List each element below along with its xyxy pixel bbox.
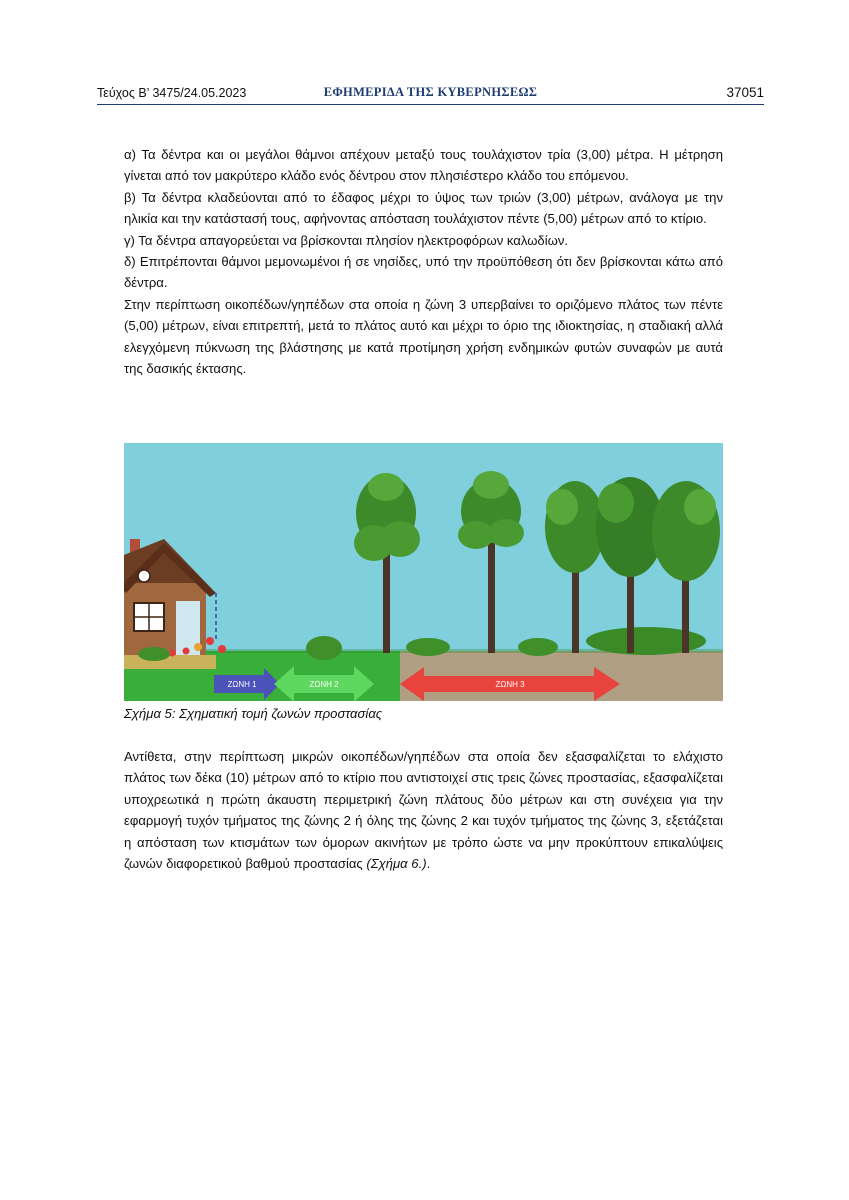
paragraph-d: δ) Επιτρέπονται θάμνοι μεμονωμένοι ή σε νησίδες, υπό την προϋπόθεση ότι δεν βρίσκονται κάτω από δέντρα.	[124, 254, 723, 291]
paragraph-a: α) Τα δέντρα και οι μεγάλοι θάμνοι απέχουν μεταξύ τους τουλάχιστον τρία (3,00) μέτρα. Η μέτρηση γίνεται από τον μακρύτερο κλάδο ενός δέντρου στον πλησιέστερο κλάδο του επόμενου.	[124, 147, 723, 184]
paragraph-small-plots-text: Αντίθετα, στην περίπτωση μικρών οικοπέδων/γηπέδων στα οποία δεν εξασφαλίζεται το ελάχιστο πλάτος των δέκα (10) μέτρων από το κτίριο που αντιστοιχεί στις τρεις ζώνες προστασίας, εξασφαλίζεται υποχρεωτικά η πρώτη άκαυστη περιμετρική ζώνη πλάτους δύο μέτρων και στη συνέχεια για την εφαρμογή τυχόν τμήματος της ζώνης 2 ή όλης της ζώνης 2 και τυχόν τμήματος της ζώνης 3, εξετάζεται η απόσταση των κτισμάτων των όμορων ακινήτων με τρόπο ώστε να μην προκύπτουν επικαλύψεις ζωνών διαφορετικού βαθμού προστασίας	[124, 749, 723, 872]
shrub	[518, 638, 558, 656]
zone1-label: ΖΩΝΗ 1	[227, 680, 257, 689]
shrub	[406, 638, 450, 656]
shrub	[306, 636, 342, 660]
page-header	[97, 84, 764, 104]
figure-reference: (Σχήμα 6.)	[366, 856, 427, 872]
zone3-label: ΖΩΝΗ 3	[495, 680, 525, 689]
paragraph-small-plots	[124, 746, 723, 874]
issue-reference: Τεύχος Β’ 3475/24.05.2023	[97, 86, 247, 100]
paragraph-b: β) Τα δέντρα κλαδεύονται από το έδαφος μέχρι το ύψος των τριών (3,00) μέτρων, ανάλογα με την ηλικία και την κατάστασή τους, αφήνοντας απόσταση τουλάχιστον πέντε (5,00) μέτρων από το κτίριο.	[124, 189, 723, 227]
paragraph-end: .	[426, 856, 431, 872]
text-block-bottom	[124, 746, 723, 874]
zones-diagram	[124, 443, 723, 701]
header-rule	[97, 104, 764, 105]
paragraph-zone3: Στην περίπτωση οικοπέδων/γηπέδων στα οποία η ζώνη 3 υπερβαίνει το οριζόμενο πλάτος των πέντε (5,00) μέτρων, είναι επιτρεπτή, μετά το πλάτος αυτό και μέχρι το όριο της ιδιοκτησίας, η σταδιακή αλλά ελεγχόμενη πύκνωση της βλάστησης με κατά προτίμηση χρήση ενδημικών φυτών συναφών με αυτά της δασικής έκτασης.	[124, 296, 723, 377]
paragraph-c: γ) Τα δέντρα απαγορεύεται να βρίσκονται πλησίον ηλεκτροφόρων καλωδίων.	[124, 232, 569, 248]
figure-caption: Σχήμα 5: Σχηματική τομή ζωνών προστασίας	[124, 706, 383, 721]
page-number: 37051	[726, 85, 764, 100]
text-block-top	[124, 144, 723, 379]
shrub	[138, 647, 170, 661]
flower-bed	[124, 655, 216, 669]
gazette-title: ΕΦΗΜΕΡΙΔΑ ΤΗΣ ΚΥΒΕΡΝΗΣΕΩΣ	[323, 85, 538, 99]
zone2-label: ΖΩΝΗ 2	[309, 680, 339, 689]
